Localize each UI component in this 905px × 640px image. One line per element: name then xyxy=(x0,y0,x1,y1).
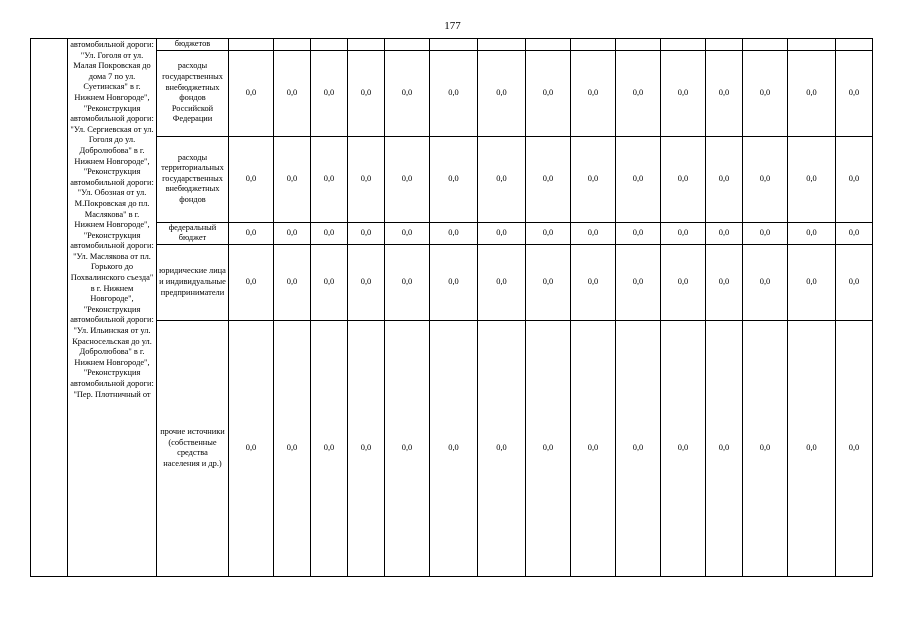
value-cell: 0,0 xyxy=(743,136,788,222)
value-cell: 0,0 xyxy=(348,222,385,244)
value-cell: 0,0 xyxy=(788,222,836,244)
funding-source-cell: юридические лица и индивидуальные предприниматели xyxy=(157,244,229,320)
funding-source-cell: прочие источники (собственные средства населения и др.) xyxy=(157,320,229,576)
value-cell: 0,0 xyxy=(836,50,873,136)
value-cell: 0,0 xyxy=(478,320,526,576)
value-cell: 0,0 xyxy=(348,244,385,320)
value-cell: 0,0 xyxy=(478,136,526,222)
value-cell: 0,0 xyxy=(788,320,836,576)
value-cell: 0,0 xyxy=(526,320,571,576)
value-cell: 0,0 xyxy=(616,244,661,320)
value-cell xyxy=(616,39,661,51)
value-cell: 0,0 xyxy=(478,244,526,320)
table-row xyxy=(31,136,873,222)
value-cell: 0,0 xyxy=(274,320,311,576)
value-cell: 0,0 xyxy=(385,222,430,244)
value-cell: 0,0 xyxy=(348,320,385,576)
value-cell: 0,0 xyxy=(788,136,836,222)
value-cell: 0,0 xyxy=(229,136,274,222)
value-cell: 0,0 xyxy=(229,244,274,320)
funding-source-cell: бюджетов xyxy=(157,39,229,51)
value-cell: 0,0 xyxy=(616,50,661,136)
value-cell xyxy=(385,39,430,51)
value-cell: 0,0 xyxy=(229,320,274,576)
value-cell: 0,0 xyxy=(743,50,788,136)
value-cell: 0,0 xyxy=(836,222,873,244)
value-cell: 0,0 xyxy=(788,244,836,320)
funding-source-cell: расходы государственных внебюджетных фондов Российской Федерации xyxy=(157,50,229,136)
value-cell xyxy=(661,39,706,51)
value-cell: 0,0 xyxy=(836,136,873,222)
value-cell: 0,0 xyxy=(661,244,706,320)
funding-source-cell: расходы территориальных государственных внебюджетных фондов xyxy=(157,136,229,222)
value-cell: 0,0 xyxy=(274,50,311,136)
value-cell: 0,0 xyxy=(616,320,661,576)
funding-source-cell: федеральный бюджет xyxy=(157,222,229,244)
value-cell: 0,0 xyxy=(385,244,430,320)
table-row xyxy=(31,320,873,576)
value-cell: 0,0 xyxy=(274,136,311,222)
value-cell xyxy=(311,39,348,51)
table-row xyxy=(31,244,873,320)
value-cell xyxy=(430,39,478,51)
table-row xyxy=(31,222,873,244)
value-cell xyxy=(836,39,873,51)
value-cell: 0,0 xyxy=(229,50,274,136)
value-cell: 0,0 xyxy=(616,136,661,222)
value-cell: 0,0 xyxy=(311,244,348,320)
value-cell: 0,0 xyxy=(616,222,661,244)
funding-table xyxy=(30,38,873,577)
page-number: 177 xyxy=(444,20,461,32)
value-cell: 0,0 xyxy=(661,222,706,244)
value-cell: 0,0 xyxy=(526,244,571,320)
value-cell: 0,0 xyxy=(836,320,873,576)
value-cell: 0,0 xyxy=(571,222,616,244)
value-cell: 0,0 xyxy=(526,222,571,244)
value-cell: 0,0 xyxy=(788,50,836,136)
value-cell xyxy=(229,39,274,51)
value-cell xyxy=(743,39,788,51)
value-cell: 0,0 xyxy=(706,244,743,320)
value-cell: 0,0 xyxy=(348,136,385,222)
value-cell: 0,0 xyxy=(274,222,311,244)
table-row xyxy=(31,39,873,51)
value-cell: 0,0 xyxy=(526,50,571,136)
value-cell: 0,0 xyxy=(311,136,348,222)
value-cell: 0,0 xyxy=(571,320,616,576)
value-cell: 0,0 xyxy=(571,244,616,320)
value-cell: 0,0 xyxy=(478,222,526,244)
value-cell: 0,0 xyxy=(385,50,430,136)
value-cell: 0,0 xyxy=(430,50,478,136)
value-cell xyxy=(348,39,385,51)
value-cell: 0,0 xyxy=(348,50,385,136)
value-cell: 0,0 xyxy=(430,320,478,576)
value-cell: 0,0 xyxy=(706,136,743,222)
value-cell xyxy=(571,39,616,51)
value-cell: 0,0 xyxy=(229,222,274,244)
value-cell xyxy=(274,39,311,51)
value-cell: 0,0 xyxy=(385,320,430,576)
value-cell: 0,0 xyxy=(661,136,706,222)
table-row xyxy=(31,50,873,136)
value-cell: 0,0 xyxy=(274,244,311,320)
row-number-cell xyxy=(31,39,68,577)
value-cell xyxy=(706,39,743,51)
value-cell xyxy=(478,39,526,51)
value-cell: 0,0 xyxy=(743,320,788,576)
value-cell: 0,0 xyxy=(661,320,706,576)
value-cell: 0,0 xyxy=(571,50,616,136)
value-cell: 0,0 xyxy=(706,222,743,244)
value-cell: 0,0 xyxy=(743,244,788,320)
value-cell: 0,0 xyxy=(478,50,526,136)
value-cell: 0,0 xyxy=(430,244,478,320)
value-cell: 0,0 xyxy=(571,136,616,222)
value-cell: 0,0 xyxy=(836,244,873,320)
value-cell: 0,0 xyxy=(743,222,788,244)
value-cell: 0,0 xyxy=(385,136,430,222)
value-cell: 0,0 xyxy=(430,136,478,222)
object-description-cell: автомобильной дороги: "Ул. Гоголя от ул. Малая Покровская до дома 7 по ул. Суетинская" в г. Нижнем Новгороде", "Реконструкция автомобильной дороги: "Ул. Сергиевская от ул. Гоголя до ул. Добролюбова" в г. Нижнем Новгороде", "Реконструкция автомобильной дороги: "Ул. Обозная от ул. М.Покровская до пл. Маслякова" в г. Нижнем Новгороде", "Реконструкция автомобильной дороги: "Ул. Маслякова от пл. Горького до Похвалинского съезда" в г. Нижнем Новгороде", "Реконструкция автомобильной дороги: "Ул. Ильинская от ул. Красносельская до ул. Добролюбова" в г. Нижнем Новгороде", "Реконструкция автомобильной дороги: "Пер. Плотничный от xyxy=(68,39,157,577)
value-cell: 0,0 xyxy=(706,50,743,136)
value-cell: 0,0 xyxy=(661,50,706,136)
value-cell: 0,0 xyxy=(311,320,348,576)
value-cell xyxy=(526,39,571,51)
value-cell: 0,0 xyxy=(706,320,743,576)
value-cell xyxy=(788,39,836,51)
value-cell: 0,0 xyxy=(430,222,478,244)
value-cell: 0,0 xyxy=(526,136,571,222)
value-cell: 0,0 xyxy=(311,222,348,244)
value-cell: 0,0 xyxy=(311,50,348,136)
